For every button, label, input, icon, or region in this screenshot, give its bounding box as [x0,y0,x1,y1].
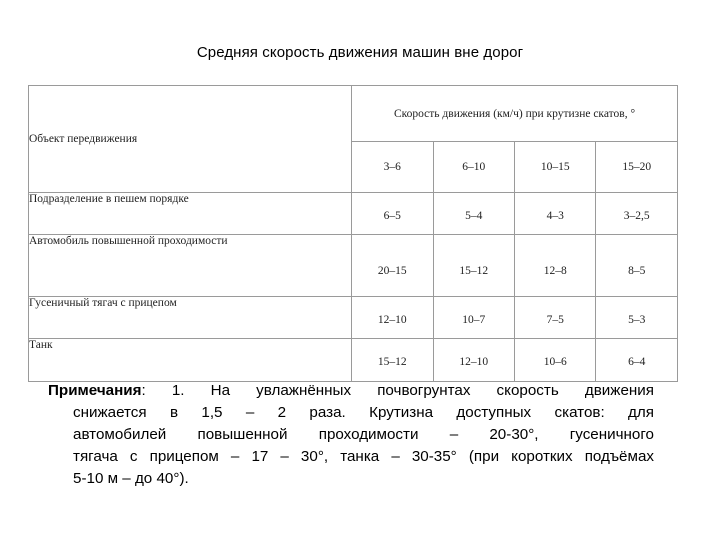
speed-value: 15–12 [433,235,514,297]
table-row [29,193,678,235]
object-name: Автомобиль повышенной проходимости [29,235,352,297]
slope-header: 6–10 [433,142,514,193]
speed-value: 15–12 [352,339,433,382]
slope-header: 3–6 [352,142,433,193]
table-row [29,339,678,382]
table-header-row [29,86,678,142]
slope-header: 15–20 [596,142,678,193]
speed-value: 6–5 [352,193,433,235]
notes-line [48,380,654,402]
speed-table [28,85,678,382]
speed-value: 10–7 [433,297,514,339]
notes-block [48,380,654,490]
object-name: Гусеничный тягач с прицепом [29,297,352,339]
speed-value: 12–8 [514,235,595,297]
table-row [29,235,678,297]
object-name: Танк [29,339,352,382]
speed-value: 3–2,5 [596,193,678,235]
speed-value: 5–3 [596,297,678,339]
object-name: Подразделение в пешем порядке [29,193,352,235]
speed-value: 4–3 [514,193,595,235]
speed-value: 12–10 [433,339,514,382]
object-column-header: Объект передвижения [29,86,352,193]
speed-value: 8–5 [596,235,678,297]
notes-line: тягача с прицепом – 17 – 30°, танка – 30-35° (при коротких подъёмах [73,448,654,465]
slope-header: 10–15 [514,142,595,193]
notes-label: Примечания [48,382,142,399]
notes-line: снижается в 1,5 – 2 раза. Крутизна доступных скатов: для [73,404,654,421]
speed-value: 7–5 [514,297,595,339]
speed-value: 5–4 [433,193,514,235]
speed-value: 10–6 [514,339,595,382]
notes-line: автомобилей повышенной проходимости – 20-30°, гусеничного [73,426,654,443]
speed-value: 6–4 [596,339,678,382]
speed-value: 20–15 [352,235,433,297]
notes-line: 5-10 м – до 40°). [73,470,189,487]
page-title: Средняя скорость движения машин вне дорог [196,44,524,61]
speed-value: 12–10 [352,297,433,339]
table-row [29,297,678,339]
speed-group-header: Скорость движения (км/ч) при крутизне скатов, ° [352,86,678,142]
notes-line-text: : 1. На увлажнённых почвогрунтах скорость движения [141,382,654,399]
